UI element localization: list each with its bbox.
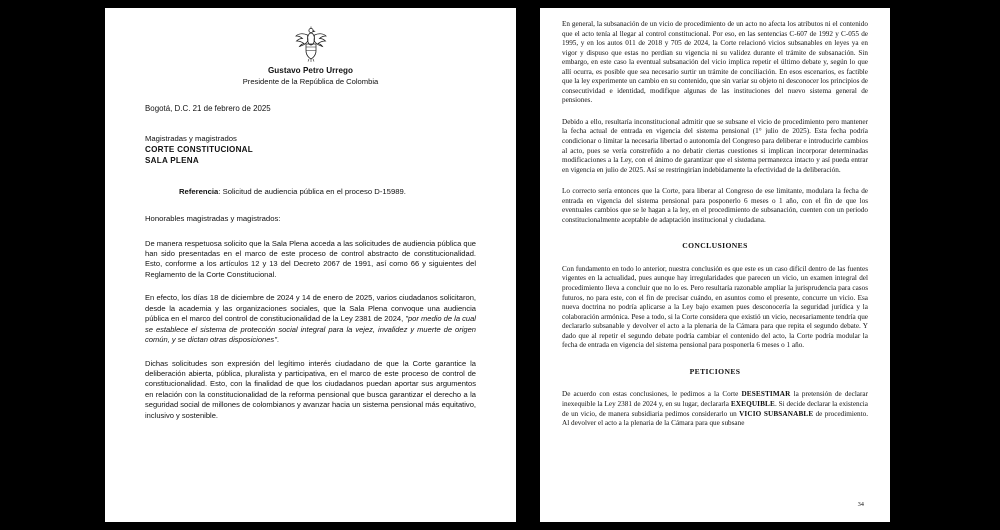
page-right-content	[562, 20, 868, 429]
addressee-line-2: CORTE CONSTITUCIONAL	[145, 145, 253, 154]
reference-text: : Solicitud de audiencia pública en el proceso D-15989.	[218, 186, 406, 196]
reference-label: Referencia	[179, 186, 219, 196]
quote-lead-in: En efecto, los días 18 de diciembre de 2024 y 14 de enero de 2025, varios ciudadanos solicitaron, desde la academia y las organizaciones sociales, que la Sala Plena convoque una audiencia pública en el marco del control de constitucionalidad de la Ley 2381 de 2024,	[145, 293, 476, 324]
addressee-block	[145, 134, 476, 166]
author-name: Gustavo Petro Urrego	[267, 66, 354, 75]
peticiones-text-4: de procedimiento. Al devolver el acto a la plenaria de la Cámara para que subsane	[562, 409, 868, 428]
peticiones-text-2: la pretensión de declarar inexequible la Ley 2381 de 2024 y, en su lugar, declararla	[562, 390, 868, 408]
emphasis-desestimar: DESESTIMAR	[741, 390, 791, 399]
paragraph-dichas-solicitudes: Dichas solicitudes son expresión del legítimo interés ciudadano de que la Corte garantice la deliberación abierta, pública, pluralista y participativa, en el marco de este proceso de control de constitucionalidad. Esto, con la finalidad de que los ciudadanos puedan aportar sus argumentos en relación con la constitucionalidad de la reforma pensional que busca garantizar el derecho a la seguridad social de millones de colombianos y avanzar hacia un sistema pensional más equitativo, inclusivo y sostenible.	[145, 358, 476, 420]
colombia-coat-of-arms-icon	[294, 24, 328, 62]
paragraph-lo-correcto: Lo correcto sería entonces que la Corte, para liberar al Congreso de ese limitante, modulara la fecha de entrada en vigencia del sistema pensional para posponerlo 6 meses o 1 año, con el fin de que los eventuales cambios que se le hagan a la ley, en el procedimiento de subsanación, cuenten con un periodo constitucionalmente aceptable de adaptación institucional y ciudadana.	[562, 187, 868, 224]
date-line: Bogotá, D.C. 21 de febrero de 2025	[145, 104, 271, 113]
coat-of-arms-container	[145, 24, 476, 62]
paragraph-en-efecto	[145, 293, 476, 345]
reference-block	[179, 187, 476, 198]
addressee-line-1: Magistradas y magistrados	[145, 134, 237, 144]
page-left-content	[145, 24, 476, 421]
paragraph-subsanacion-general: En general, la subsanación de un vicio de procedimiento de un acto no afecta los atributos ni el contenido que el acto tenía al llegar al control constitucional. Por eso, en las sentencias C-607 de 1992 y C-055 de 1995, y en los autos 011 de 2018 y 705 de 2024, la Corte relacionó vicios subsanables en leyes ya en vigor y dispuso que estas no perdían su vigencia ni su validez durante el trámite de subsanación. Sin embargo, en este caso la eventual subsanación del vicio implica repetir el último debate y, según lo que allí ocurra, es posible que sea necesario surtir un trámite de conciliación. En esos escenarios, es factible que la ley experimente un cambio en su contenido, que sin variar su objeto ni desconocer los principios de consecutividad e identidad, modifique algunas de las instituciones del nuevo sistema general de pensiones.	[562, 20, 868, 105]
document-page-left	[105, 8, 516, 522]
paragraph-conclusiones: Con fundamento en todo lo anterior, nuestra conclusión es que este es un caso difícil dentro de las fuentes vigentes en la actualidad, pues aunque hay irregularidades que parecen un vicio, un examen integral del procedimiento lleva a concluir que no lo es. Pero resultaría razonable ampliar la jurisprudencia para casos futuros, no para este, con el fin de precisar cuándo, en asuntos como el presente, concurre un vicio. Esa nueva doctrina no podría aplicarse a la Ley bajo examen pues desconocería la seguridad jurídica y la colaboración armónica. Pese a todo, si la Corte considera que existió un vicio, necesariamente tendría que declararlo subsanable y devolver el acto a la plenaria de la Cámara para que repita el segundo debate. Y dado que al repetir el segundo debate podría cambiar el contenido del acto, la Corte podría modular la fecha de entrada en vigencia del sistema pensional para posponerla 6 meses o 1 año.	[562, 264, 868, 350]
peticiones-text-3: . Si decide declarar la existencia de un vicio, de manera subsidiaria pedimos considerarlo un	[562, 399, 868, 418]
law-quote-italic: "por medio de la cual se establece el sistema de protección social integral para la vejez, invalidez y muerte de origen común, y se dictan otras disposiciones"	[145, 314, 476, 345]
peticiones-text-1: De acuerdo con estas conclusiones, le pedimos a la Corte	[562, 390, 742, 399]
addressee-line-3: SALA PLENA	[145, 155, 199, 165]
quote-trailing: .	[276, 335, 279, 345]
emphasis-exequible: EXEQUIBLE	[730, 399, 775, 408]
heading-conclusiones: CONCLUSIONES	[682, 241, 748, 251]
salutation: Honorables magistradas y magistrados:	[145, 214, 281, 224]
page-number: 34	[857, 501, 864, 508]
heading-peticiones: PETICIONES	[689, 366, 741, 376]
emphasis-vicio-subsanable: VICIO SUBSANABLE	[739, 409, 814, 418]
paragraph-peticiones	[562, 390, 868, 428]
author-block	[145, 65, 476, 87]
paragraph-debido-a-ello: Debido a ello, resultaría inconstitucional admitir que se subsane el vicio de procedimiento pero mantener la fecha actual de entrada en vigencia del sistema pensional (1° julio de 2025). Esta fecha podría condicionar o limitar la necesaria libertad o autonomía del Congreso para deliberar e introducirle cambios al acto, pues se vería constreñido a no debatir ciertas cuestiones si implican incorporar determinadas modificaciones a la Ley, con el ánimo de garantizar que el sistema permanezca intacto y así pueda entrar en vigencia en julio de 2025. Así se restringirían indebidamente la efectividad de la deliberación.	[562, 117, 868, 174]
author-role: Presidente de la República de Colombia	[242, 77, 379, 86]
paragraph-solicitud: De manera respetuosa solicito que la Sala Plena acceda a las solicitudes de audiencia pública que han sido presentadas en el marco de este proceso de control abstracto de constitucionalidad. Esto, conforme a los artículos 12 y 13 del Decreto 2067 de 1991, así como 66 y siguientes del Reglamento de la Corte Constitucional.	[145, 238, 476, 279]
document-page-right	[540, 8, 890, 522]
